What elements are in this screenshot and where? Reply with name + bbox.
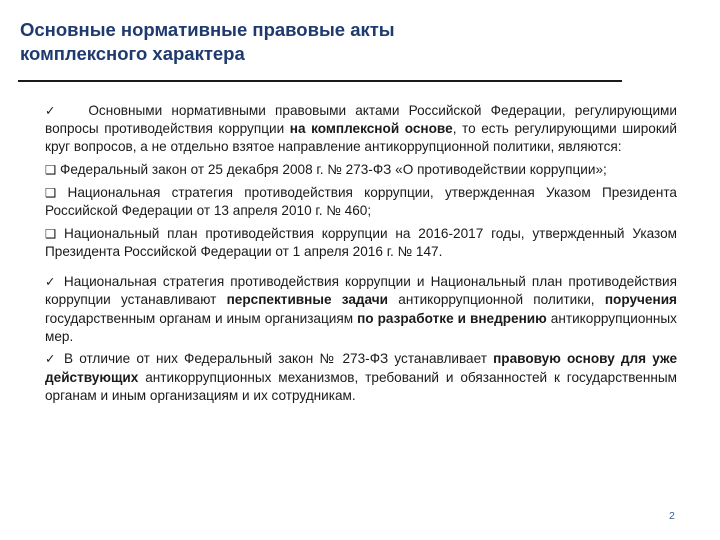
strategy-text-4: антикоррупционных мер. bbox=[45, 310, 677, 344]
list-item-federal-law bbox=[45, 161, 677, 179]
law-paragraph bbox=[45, 350, 677, 405]
list-item-text: Национальный план противодействия коррупции на 2016-2017 годы, утвержденный Указом Президента Российской Федерации от 1 апреля 2016 г. № 147. bbox=[45, 225, 677, 259]
title-divider bbox=[18, 80, 622, 82]
intro-text-1: Основными нормативными правовыми актами Российской Федерации, регулирующими вопросы противодействия коррупции bbox=[45, 103, 677, 137]
slide-body bbox=[45, 102, 677, 410]
strategy-bold-1: перспективные задачи bbox=[226, 292, 389, 308]
checkbox-bullet-icon: ❑ bbox=[45, 162, 57, 178]
law-text-3: антикоррупционных механизмов, требований и обязанностей к государственным органам и иным организациям и их сотрудникам. bbox=[45, 369, 677, 403]
list-item-national-plan bbox=[45, 225, 677, 261]
strategy-text-1: Национальная стратегия противодействия коррупции и Национальный план противодействия коррупции устанавливают bbox=[45, 274, 677, 308]
page-number: 2 bbox=[669, 510, 675, 522]
law-bold-2: для уже действующих bbox=[45, 351, 677, 385]
law-bold-1: правовую основу bbox=[493, 351, 615, 367]
law-text-1: В отличие от них Федеральный закон № 273-ФЗ устанавливает bbox=[64, 351, 494, 367]
slide-title-line-1: Основные нормативные правовые акты bbox=[20, 19, 395, 40]
intro-text-2: , то есть регулирующими широкий круг вопросов, а не отдельно взятое направление антикоррупционной политики, являются: bbox=[45, 121, 677, 155]
checkmark-icon: ✓ bbox=[45, 351, 58, 367]
checkmark-icon: ✓ bbox=[45, 103, 61, 118]
list-item-text: Национальная стратегия противодействия коррупции, утвержденная Указом Президента Российской Федерации от 13 апреля 2010 г. № 460; bbox=[45, 184, 677, 219]
strategy-text-3: государственным органам и иным организациям bbox=[45, 310, 358, 326]
checkbox-bullet-icon: ❑ bbox=[45, 225, 57, 241]
slide-title-line-2: комплексного характера bbox=[20, 43, 245, 64]
slide-title bbox=[20, 18, 620, 66]
intro-paragraph bbox=[45, 102, 677, 157]
checkmark-icon: ✓ bbox=[45, 274, 58, 290]
intro-bold-1: на комплексной основе bbox=[289, 121, 453, 137]
strategy-bold-3: по разработке и внедрению bbox=[357, 310, 547, 326]
checkbox-bullet-icon: ❑ bbox=[45, 184, 57, 200]
list-item-national-strategy bbox=[45, 184, 677, 220]
list-item-text: Федеральный закон от 25 декабря 2008 г. № 273-ФЗ «О противодействии коррупции»; bbox=[60, 162, 607, 178]
strategy-paragraph bbox=[45, 273, 677, 346]
strategy-text-2: антикоррупционной политики, bbox=[388, 292, 605, 308]
strategy-bold-2: поручения bbox=[604, 292, 677, 308]
